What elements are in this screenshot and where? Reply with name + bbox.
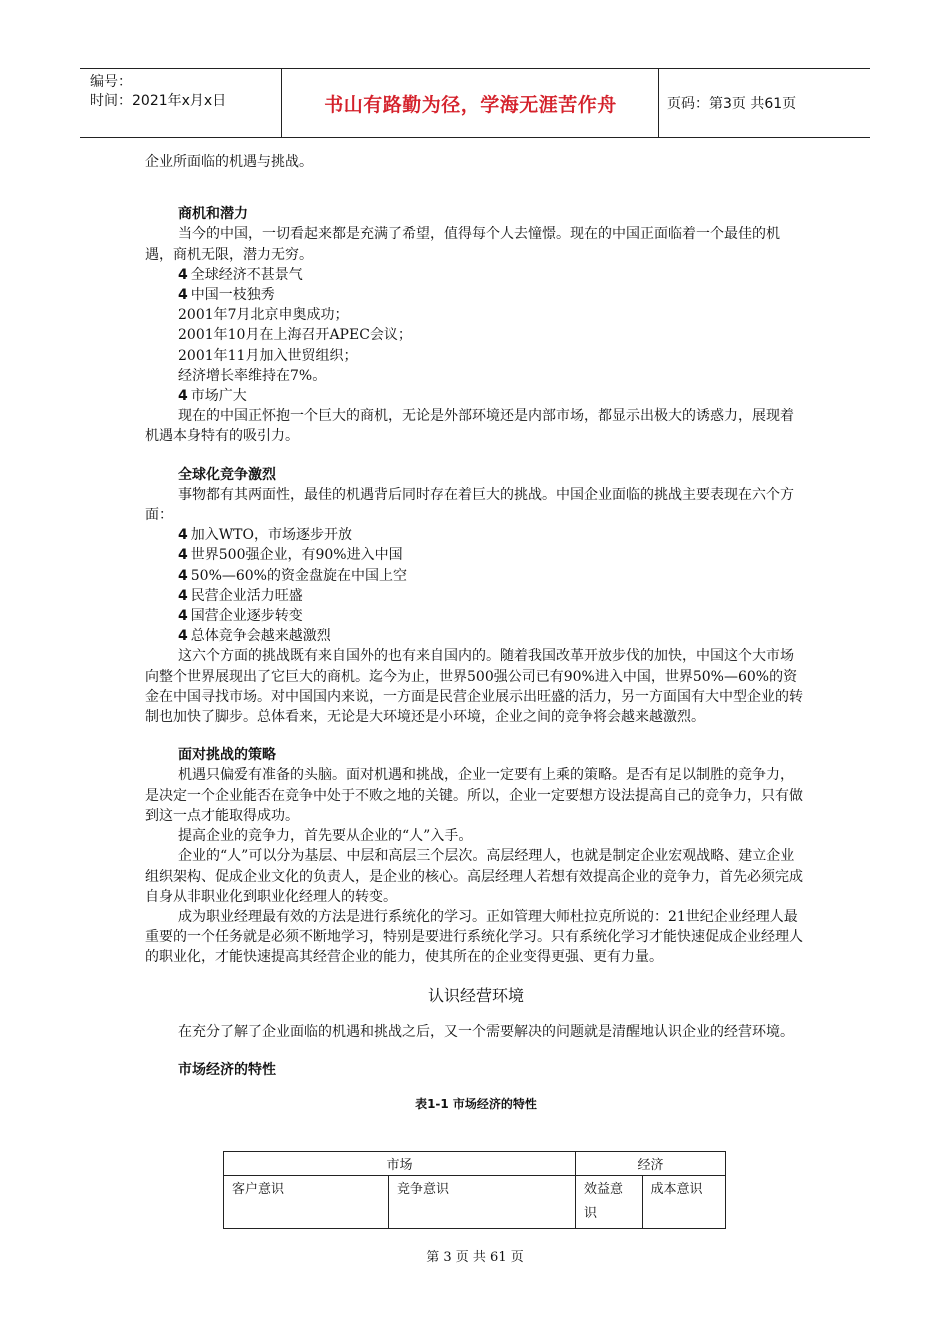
bullet-item: 4 50%—60%的资金盘旋在中国上空 (178, 567, 407, 584)
bullet-item: 4 市场广大 (178, 388, 247, 405)
bullet-mark: 4 (178, 608, 188, 625)
bullet-mark: 4 (178, 287, 188, 304)
heading-strategy: 面对挑战的策略 (178, 747, 276, 764)
paragraph: 在充分了解了企业面临的机遇和挑战之后，又一个需要解决的问题就是清醒地认识企业的经营环境。 (178, 1023, 794, 1040)
header-motto: 书山有路勤为径，学海无涯苦作舟 (283, 69, 659, 137)
heading-market-economy: 市场经济的特性 (178, 1061, 276, 1078)
list-line: 2001年10月在上海召开APEC会议； (178, 327, 412, 344)
table-cell: 成本意识 (642, 1176, 725, 1229)
bullet-item: 4 加入WTO，市场逐步开放 (178, 527, 352, 544)
table-header-cell: 经济 (576, 1152, 726, 1176)
paragraph: 这六个方面的挑战既有来自国外的也有来自国内的。随着我国改革开放步伐的加快，中国这个大市场向整个世界展现出了它巨大的商机。迄今为止，世界500强公司已有90%进入中国，世界50%—60%的资金在中国寻找市场。对中国国内来说，一方面是民营企业展示出旺盛的活力，另一方面国有大中型企业的转制也加快了脚步。总体看来，无论是大环境还是小环境，企业之间的竞争将会越来越激烈。 (145, 648, 803, 726)
bullet-item: 4 国营企业逐步转变 (178, 608, 303, 625)
bullet-item: 4 民营企业活力旺盛 (178, 587, 303, 604)
bullet-mark: 4 (178, 266, 188, 283)
header-page-info: 页码：第3页 共61页 (667, 96, 797, 112)
table-cell: 效益意识 (576, 1176, 643, 1229)
market-economy-table (223, 1151, 726, 1229)
list-line: 经济增长率维持在7%。 (178, 367, 327, 384)
bullet-item: 4 中国一枝独秀 (178, 287, 275, 304)
header-meta (80, 69, 282, 137)
paragraph: 成为职业经理最有效的方法是进行系统化的学习。正如管理大师杜拉克所说的：21世纪企业经理人最重要的一个任务就是必须不断地学习，特别是要进行系统化学习。只有系统化学习才能快速促成企业经理人的职业化，才能快速提高其经营企业的能力，使其所在的企业变得更强、更有力量。 (145, 908, 803, 966)
paragraph: 当今的中国，一切看起来都是充满了希望，值得每个人去憧憬。现在的中国正面临着一个最佳的机遇，商机无限，潜力无穷。 (145, 226, 780, 263)
bullet-item: 4 世界500强企业，有90%进入中国 (178, 547, 403, 564)
bullet-mark: 4 (178, 628, 188, 645)
bullet-mark: 4 (178, 527, 188, 544)
number-label: 编号： (90, 74, 132, 90)
paragraph: 企业的“人”可以分为基层、中层和高层三个层次。高层经理人，也就是制定企业宏观战略、建立企业组织架构、促成企业文化的负责人，是企业的核心。高层经理人若想有效提高企业的竞争力，首先必须完成自身从非职业化到职业化经理人的转变。 (145, 848, 803, 905)
bullet-mark: 4 (178, 547, 188, 564)
document-body (145, 152, 807, 1114)
page-footer: 第 3 页 共 61 页 (426, 1250, 524, 1265)
bullet-item: 4 全球经济不甚景气 (178, 266, 303, 283)
spacer (145, 172, 807, 186)
heading-opportunity: 商机和潜力 (178, 206, 248, 223)
table-cell: 竞争意识 (389, 1176, 576, 1229)
list-line: 2001年7月北京申奥成功； (178, 307, 349, 324)
table-row (224, 1176, 726, 1229)
table-header-cell: 市场 (224, 1152, 576, 1176)
bullet-mark: 4 (178, 587, 188, 604)
intro-tail: 企业所面临的机遇与挑战。 (145, 154, 313, 170)
table-caption: 表1-1 市场经济的特性 (415, 1097, 537, 1112)
paragraph: 提高企业的竞争力，首先要从企业的“人”入手。 (178, 828, 473, 845)
heading-competition: 全球化竞争激烈 (178, 466, 276, 483)
bullet-item: 4 总体竞争会越来越激烈 (178, 628, 331, 645)
table-cell: 客户意识 (224, 1176, 389, 1229)
paragraph: 事物都有其两面性，最佳的机遇背后同时存在着巨大的挑战。中国企业面临的挑战主要表现在六个方面： (145, 486, 794, 524)
paragraph: 现在的中国正怀抱一个巨大的商机，无论是外部环境还是内部市场，都显示出极大的诱惑力，展现着机遇本身特有的吸引力。 (145, 408, 794, 445)
time-label: 时间：2021年x月x日 (90, 93, 227, 109)
section-title: 认识经营环境 (427, 985, 524, 1005)
paragraph: 机遇只偏爱有准备的头脑。面对机遇和挑战，企业一定要有上乘的策略。是否有足以制胜的竞争力，是决定一个企业能否在竞争中处于不败之地的关键。所以，企业一定要想方设法提高自己的竞争力，只有做到这一点才能取得成功。 (145, 767, 803, 824)
bullet-mark: 4 (178, 567, 188, 584)
list-line: 2001年11月加入世贸组织； (178, 347, 358, 364)
bullet-mark: 4 (178, 388, 188, 405)
page-header (80, 68, 870, 138)
table-row (224, 1152, 726, 1176)
